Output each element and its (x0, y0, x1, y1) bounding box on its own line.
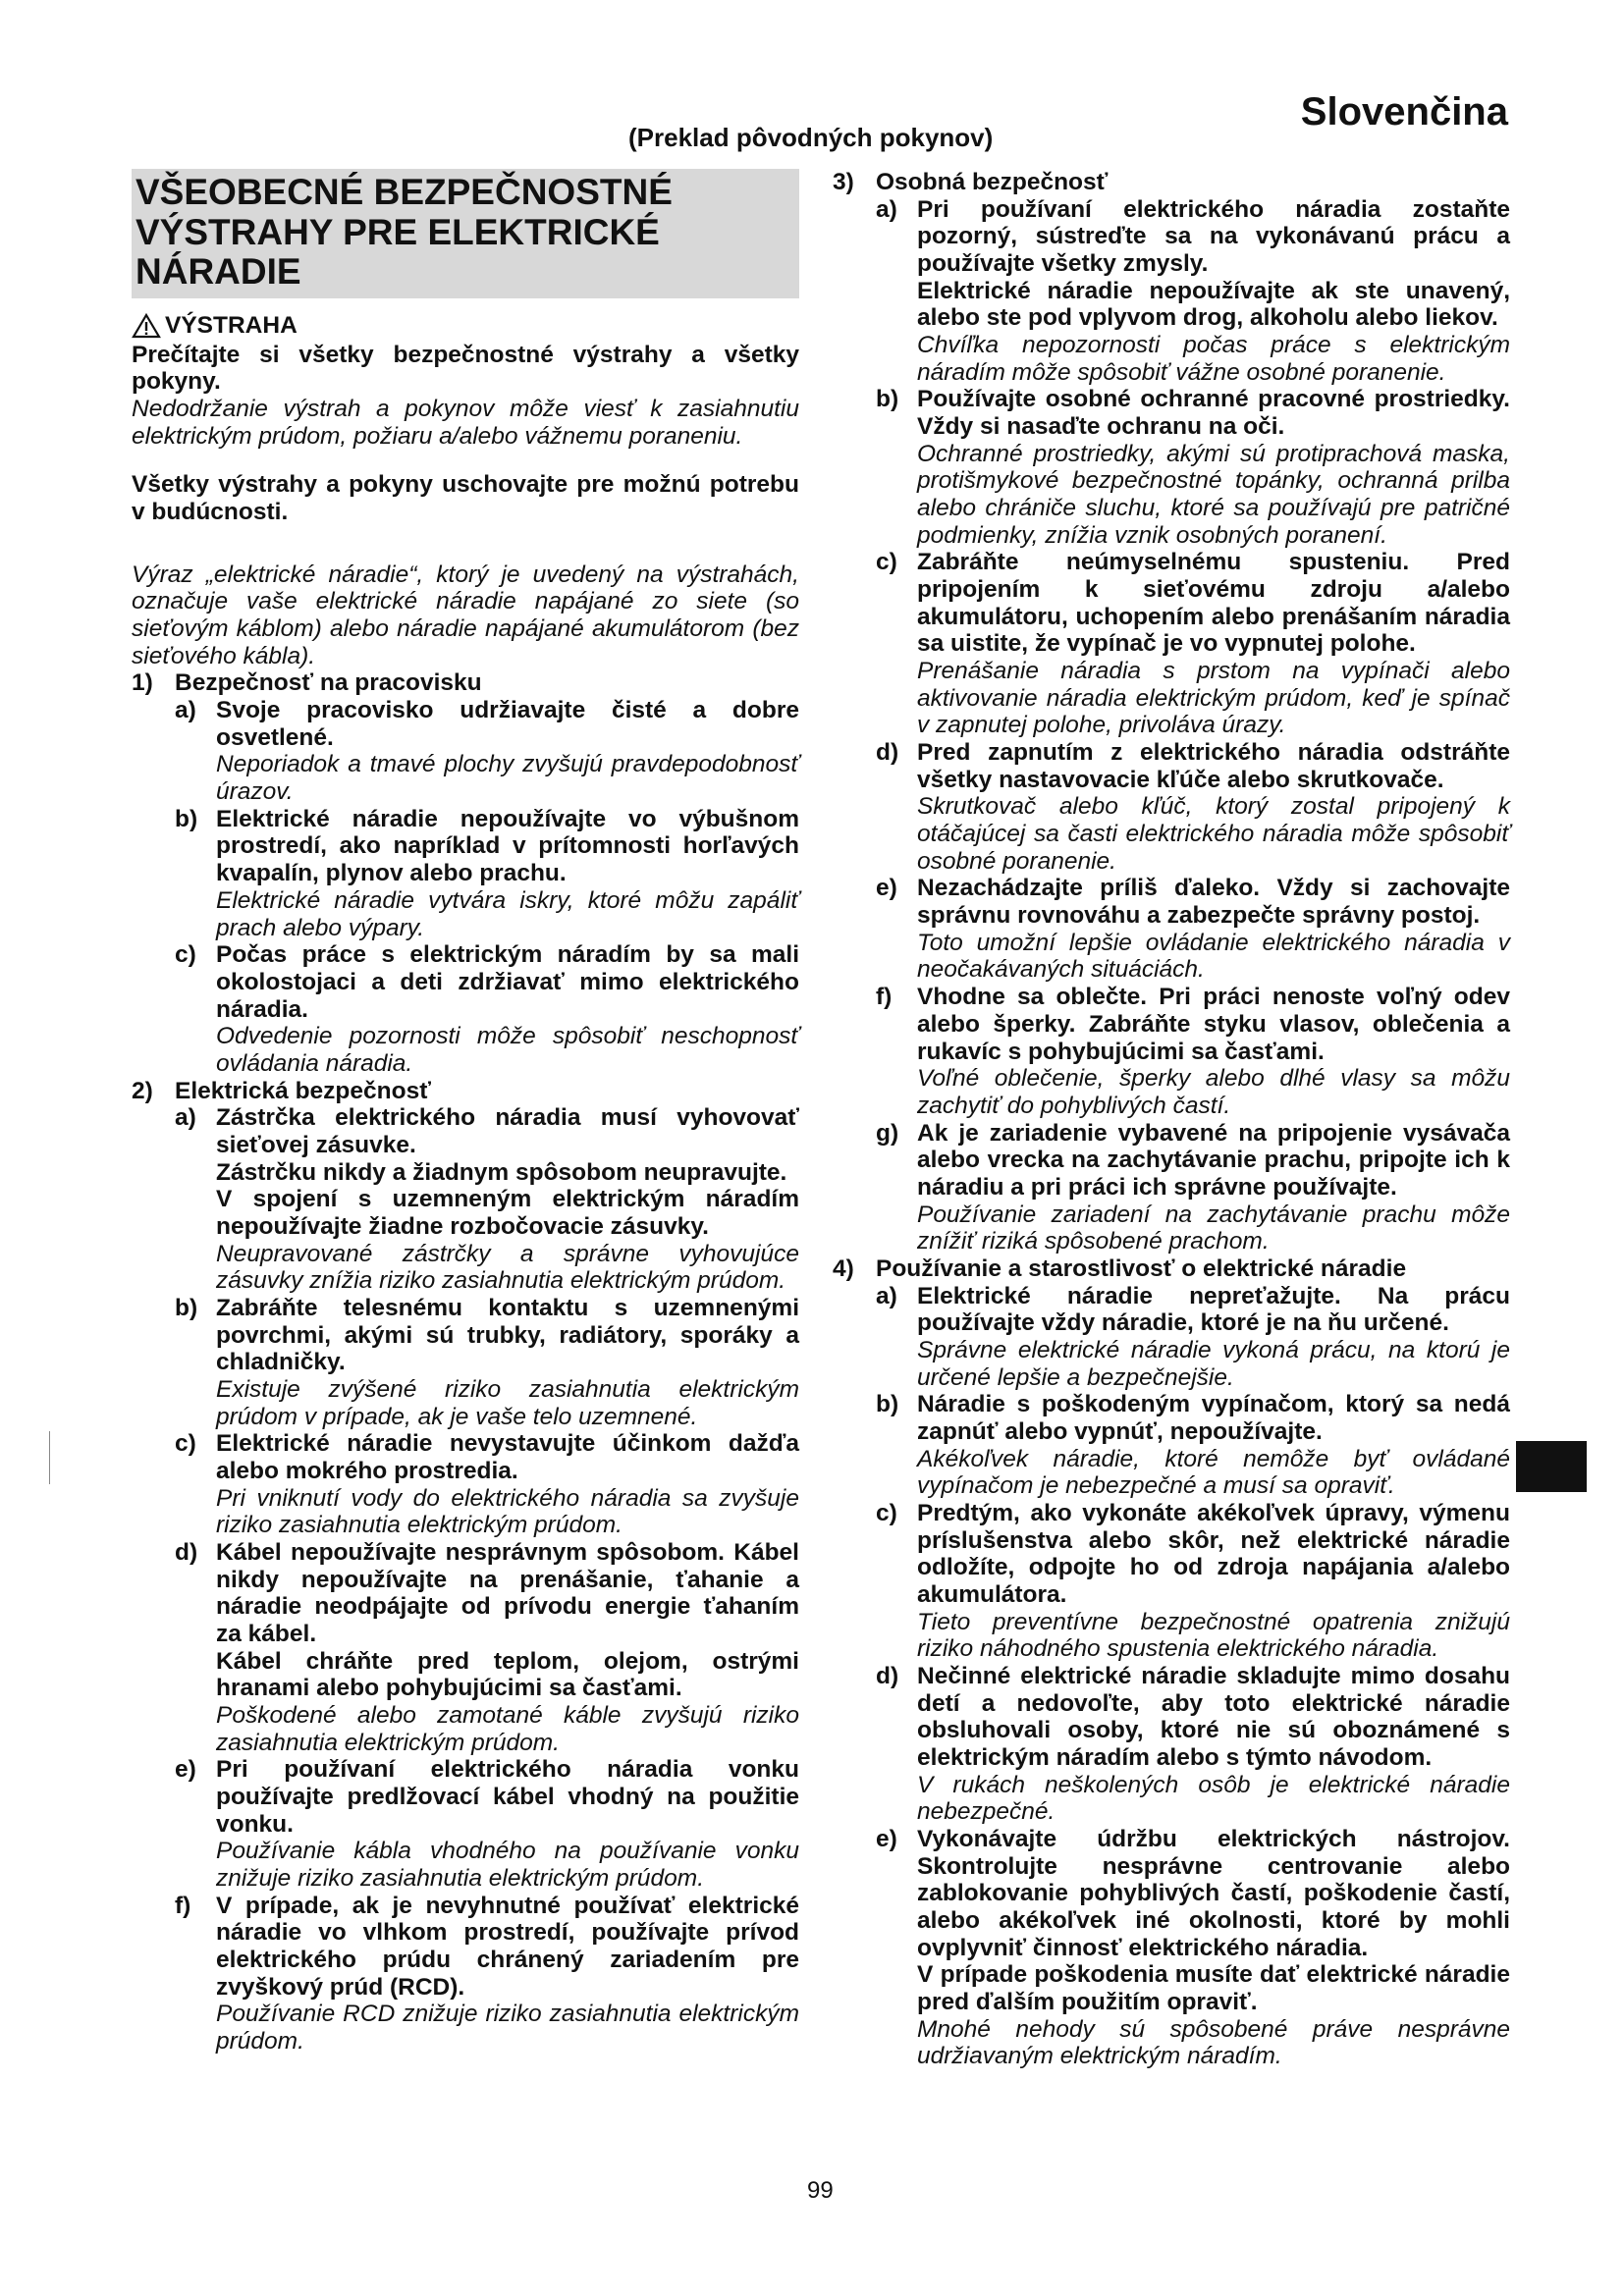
right-column (833, 169, 1510, 2070)
list-item: e) Vykonávajte údržbu elektrických nástrojov. Skontrolujte nesprávne centrovanie alebo zablokovanie pohyblivých častí, poškodenie častí, alebo akékoľvek iné okolnosti, ktoré by mohli ovplyvniť činnosť elektrického náradia. V prípade poškodenia musíte dať elektrické náradie pred ďalším použitím opraviť. Mnohé nehody sú spôsobené práve nesprávne udržiavaným elektrickým náradím. (876, 1825, 1510, 2070)
list-item: a) Elektrické náradie nepreťažujte. Na prácu používajte vždy náradie, ktoré je na ňu určené. Správne elektrické náradie vykoná prácu, na ktorú je určené lepšie a bezpečnejšie. (876, 1282, 1510, 1391)
section-2-heading: 2) Elektrická bezpečnosť (132, 1077, 431, 1104)
list-item: d) Kábel nepoužívajte nesprávnym spôsobom. Kábel nikdy nepoužívajte na prenášanie, ťahanie a náradie neodpájajte od prívodu energie ťahaním za kábel. Kábel chráňte pred teplom, olejom, ostrými hranami alebo pohybujúcimi sa časťami. Poškodené alebo zamotané káble zvyšujú riziko zasiahnutia elektrickým prúdom. (175, 1538, 799, 1756)
translation-note: (Preklad pôvodných pokynov) (628, 123, 994, 152)
list-item: c) Zabráňte neúmyselnému spusteniu. Pred pripojením k sieťovému zdroju a/alebo akumulátoru, uchopením alebo prenášaním náradia sa uistite, že vypínač je vo vypnutej polohe. Prenášanie náradia s prstom na vypínači alebo aktivovanie náradia elektrickým prúdom, keď je spínač v zapnutej polohe, privoláva úrazy. (876, 549, 1510, 739)
intro-definition: Výraz „elektrické náradie“, ktorý je uvedený na výstrahách, označuje vaše elektrické náradie napájané zo siete (so sieťovým káblom) alebo náradie napájané akumulátorom (bez sieťového kábla). (132, 561, 799, 669)
section-1-heading: 1) Bezpečnosť na pracovisku (132, 669, 482, 697)
page-title: VŠEOBECNÉ BEZPEČNOSTNÉ VÝSTRAHY PRE ELEKTRICKÉ NÁRADIE (132, 169, 799, 298)
list-item: e) Pri používaní elektrického náradia vonku používajte predlžovací kábel vhodný na použitie vonku. Používanie kábla vhodného na používanie vonku znižuje riziko zasiahnutia elektrickým prúdom. (175, 1756, 799, 1893)
warning-heading (132, 312, 799, 340)
margin-line (49, 1431, 50, 1484)
list-item: a) Zástrčka elektrického náradia musí vyhovovať sieťovej zásuvke. Zástrčku nikdy a žiadnym spôsobom neupravujte. V spojení s uzemneným elektrickým náradím nepoužívajte žiadne rozbočovacie zásuvky. Neupravované zástrčky a správne vyhovujúce zásuvky znížia riziko zasiahnutia elektrickým prúdom. (175, 1104, 799, 1295)
left-column (132, 169, 799, 2056)
list-item: c) Elektrické náradie nevystavujte účinkom dažďa alebo mokrého prostredia. Pri vniknutí vody do elektrického náradia sa zvyšuje riziko zasiahnutia elektrickým prúdom. (175, 1430, 799, 1539)
warning-triangle-icon (132, 313, 161, 339)
page-number: 99 (807, 2177, 834, 2204)
list-item: b) Používajte osobné ochranné pracovné prostriedky. Vždy si nasaďte ochranu na oči. Ochranné prostriedky, akými sú protiprachová maska, protišmykové bezpečnostné topánky, ochranná prilba alebo chrániče sluchu, ktoré sa používajú pre patričné podmienky, znížia vznik osobných poranení. (876, 386, 1510, 549)
intro-keep: Všetky výstrahy a pokyny uschovajte pre možnú potrebu v budúcnosti. (132, 471, 799, 526)
list-item: b) Zabráňte telesnému kontaktu s uzemnenými povrchmi, akými sú trubky, radiátory, sporáky a chladničky. Existuje zvýšené riziko zasiahnutia elektrickým prúdom v prípade, ak je vaše telo uzemnené. (175, 1294, 799, 1430)
list-item: b) Elektrické náradie nepoužívajte vo výbušnom prostredí, ako napríklad v prítomnosti horľavých kvapalín, plynov alebo prachu. Elektrické náradie vytvára iskry, ktoré môžu zapáliť prach alebo výpary. (175, 805, 799, 941)
list-item: d) Nečinné elektrické náradie skladujte mimo dosahu detí a nedovoľte, aby toto elektrické náradie obsluhovali osoby, ktoré nie sú oboznámené s elektrickým náradím alebo s týmto návodom. V rukách neškolených osôb je elektrické náradie nebezpečné. (876, 1662, 1510, 1826)
list-item: c) Predtým, ako vykonáte akékoľvek úpravy, výmenu príslušenstva alebo skôr, než elektrické náradie odložíte, odpojte ho od zdroja napájania a/alebo akumulátora. Tieto preventívne bezpečnostné opatrenia znižujú riziko náhodného spustenia elektrického náradia. (876, 1499, 1510, 1663)
list-item: a) Pri používaní elektrického náradia zostaňte pozorný, sústreďte sa na vykonávanú prácu a používajte všetky zmysly. Elektrické náradie nepoužívajte ak ste unavený, alebo ste pod vplyvom drog, alkoholu alebo liekov. Chvíľka nepozornosti počas práce s elektrickým náradím môže spôsobiť vážne osobné poranenie. (876, 195, 1510, 386)
list-item: g) Ak je zariadenie vybavené na pripojenie vysávača alebo vrecka na zachytávanie prachu, pripojte ich k náradiu a pri práci ich správne používajte. Používanie zariadení na zachytávanie prachu môže znížiť riziká spôsobené prachom. (876, 1119, 1510, 1255)
intro-read-all: Prečítajte si všetky bezpečnostné výstrahy a všetky pokyny. (132, 341, 799, 396)
list-item: f) V prípade, ak je nevyhnutné používať elektrické náradie vo vlhkom prostredí, používajte prívod elektrického prúdu chránený zariadením pre zvyškový prúd (RCD). Používanie RCD znižuje riziko zasiahnutia elektrickým prúdom. (175, 1892, 799, 2056)
intro-consequence: Nedodržanie výstrah a pokynov môže viesť k zasiahnutiu elektrickým prúdom, požiaru a/alebo vážnemu poraneniu. (132, 396, 799, 450)
list-item: d) Pred zapnutím z elektrického náradia odstráňte všetky nastavovacie kľúče alebo skrutkovače. Skrutkovač alebo kľúč, ktorý zostal pripojený k otáčajúcej sa časti elektrického náradia môže spôsobiť osobné poranenie. (876, 739, 1510, 875)
list-item: f) Vhodne sa oblečte. Pri práci nenoste voľný odev alebo šperky. Zabráňte styku vlasov, oblečenia a rukavíc s pohybujúcimi sa časťami. Voľné oblečenie, šperky alebo dlhé vlasy sa môžu zachytiť do pohyblivých častí. (876, 984, 1510, 1119)
section-4-heading: 4) Používanie a starostlivosť o elektrické náradie (833, 1255, 1407, 1282)
language-heading: Slovenčina (1300, 90, 1508, 133)
list-item: e) Nezachádzajte príliš ďaleko. Vždy si zachovajte správnu rovnováhu a zabezpečte správny postoj. Toto umožní lepšie ovládanie elektrického náradia v neočakávaných situáciách. (876, 875, 1510, 984)
language-tab-marker (1516, 1441, 1587, 1492)
list-item: a) Svoje pracovisko udržiavajte čisté a dobre osvetlené. Neporiadok a tmavé plochy zvyšujú pravdepodobnosť úrazov. (175, 697, 799, 806)
section-3-heading: 3) Osobná bezpečnosť (833, 169, 1109, 195)
list-item: c) Počas práce s elektrickým náradím by sa mali okolostojaci a deti zdržiavať mimo elektrického náradia. Odvedenie pozornosti môže spôsobiť neschopnosť ovládania náradia. (175, 941, 799, 1077)
list-item: b) Náradie s poškodeným vypínačom, ktorý sa nedá zapnúť alebo vypnúť, nepoužívajte. Akékoľvek náradie, ktoré nemôže byť ovládané vypínačom je nebezpečné a musí sa opraviť. (876, 1391, 1510, 1500)
warning-label: VÝSTRAHA (165, 312, 298, 340)
